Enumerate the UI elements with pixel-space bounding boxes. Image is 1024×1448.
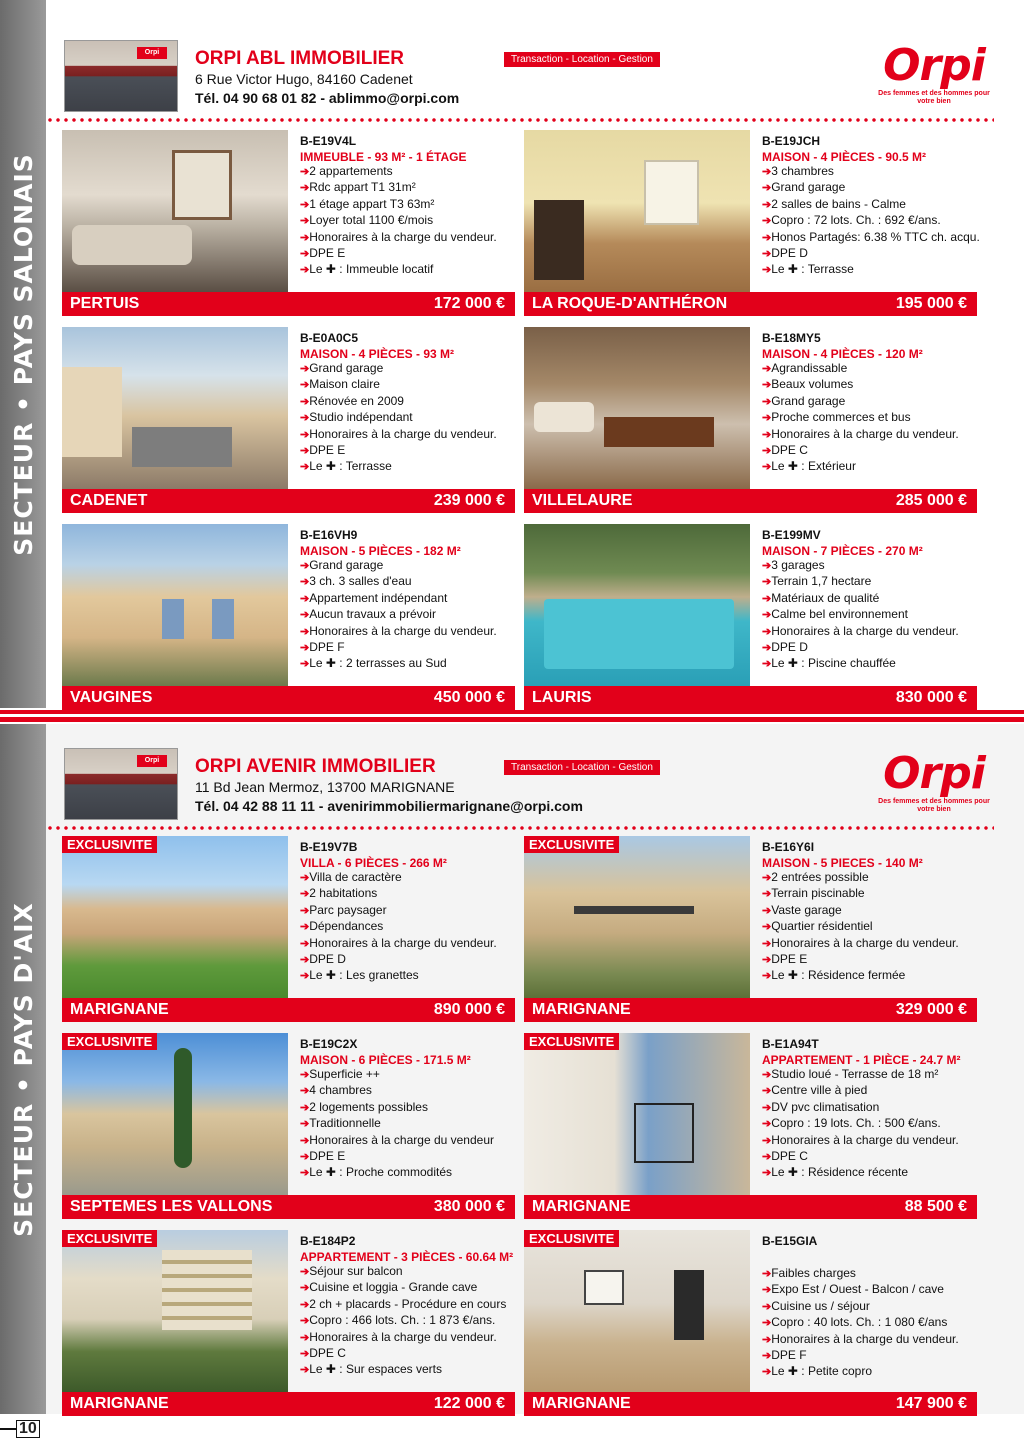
listing-card[interactable] [524, 524, 977, 714]
listing-feature: ➔ Le ✚ : Petite copro [762, 1364, 977, 1380]
listing-ref: B-E15GIA [762, 1234, 818, 1248]
listing-feature: ➔ Terrain 1,7 hectare [762, 574, 977, 590]
listing-feature: ➔ 2 entrées possible [762, 870, 977, 886]
listing-feature: ➔ Copro : 466 lots. Ch. : 1 873 €/ans. [300, 1313, 515, 1329]
listing-details [300, 1234, 515, 1379]
listing-feature: ➔ Honoraires à la charge du vendeur. [300, 936, 515, 952]
listing-card[interactable] [62, 327, 515, 517]
agency-address: 6 Rue Victor Hugo, 84160 Cadenet [195, 71, 413, 87]
listing-feature: ➔ Centre ville à pied [762, 1083, 977, 1099]
listing-type: APPARTEMENT - 3 PIÈCES - 60.64 M² [300, 1250, 514, 1264]
listing-city: PERTUIS [70, 295, 140, 312]
listing-price-bar [524, 998, 977, 1022]
listing-feature: ➔ Quartier résidentiel [762, 919, 977, 935]
listing-feature: ➔ Le ✚ : Immeuble locatif [300, 262, 515, 278]
listing-feature: ➔ Le ✚ : Extérieur [762, 459, 977, 475]
listing-price: 239 000 € [433, 492, 505, 509]
property-photo [62, 1230, 288, 1392]
listing-price-bar [62, 1392, 515, 1416]
exclusive-badge: EXCLUSIVITE [524, 1230, 619, 1247]
listing-card[interactable] [62, 524, 515, 714]
listing-feature: ➔ Le ✚ : Les granettes [300, 968, 515, 984]
page-number [0, 1418, 40, 1440]
agency-name: ORPI AVENIR IMMOBILIER [195, 756, 436, 777]
listing-city: VILLELAURE [532, 492, 633, 509]
listing-feature: ➔ Agrandissable [762, 361, 977, 377]
listing-feature: ➔ Loyer total 1100 €/mois [300, 213, 515, 229]
listing-feature: ➔ 1 étage appart T3 63m² [300, 197, 515, 213]
listing-details [762, 1037, 977, 1182]
agency-contact[interactable]: Tél. 04 90 68 01 82 - ablimmo@orpi.com [195, 90, 460, 106]
property-photo [524, 1033, 750, 1195]
listing-feature: ➔ Honoraires à la charge du vendeur. [300, 230, 515, 246]
listing-ref: B-E16Y6I [762, 840, 815, 854]
agency-name: ORPI ABL IMMOBILIER [195, 48, 404, 69]
services-badge: Transaction - Location - Gestion [504, 52, 660, 67]
listing-feature: ➔ 4 chambres [300, 1083, 515, 1099]
listing-feature: ➔ 2 ch + placards - Procédure en cours [300, 1297, 515, 1313]
listing-feature: ➔ DPE F [300, 640, 515, 656]
listing-feature: ➔ Honoraires à la charge du vendeur. [762, 936, 977, 952]
storefront-sign: Orpi [137, 47, 167, 59]
listing-price: 147 900 € [895, 1395, 967, 1412]
listing-type [762, 1250, 977, 1266]
listing-feature: ➔ Honos Partagés: 6.38 % TTC ch. acqu. [762, 230, 977, 246]
listing-price: 380 000 € [433, 1198, 505, 1215]
listing-feature: ➔ Le ✚ : Piscine chauffée [762, 656, 977, 672]
listing-feature: ➔ 3 garages [762, 558, 977, 574]
listing-type: APPARTEMENT - 1 PIÈCE - 24.7 M² [762, 1053, 961, 1067]
listing-feature: ➔ Grand garage [762, 394, 977, 410]
listing-feature: ➔ DPE F [762, 1348, 977, 1364]
listing-price-bar [62, 1195, 515, 1219]
listing-price-bar [62, 686, 515, 710]
listing-price: 890 000 € [433, 1001, 505, 1018]
listing-feature: ➔ Copro : 19 lots. Ch. : 500 €/ans. [762, 1116, 977, 1132]
listing-feature: ➔ Villa de caractère [300, 870, 515, 886]
listing-details [762, 528, 977, 673]
listing-feature: ➔ 2 habitations [300, 886, 515, 902]
listing-type: VILLA - 6 PIÈCES - 266 M² [300, 856, 447, 870]
orpi-logo [874, 42, 994, 106]
listing-card[interactable] [524, 130, 980, 320]
listing-feature: ➔ Le ✚ : Terrasse [762, 262, 977, 278]
listing-feature: ➔ Séjour sur balcon [300, 1264, 515, 1280]
listing-city: MARIGNANE [532, 1001, 631, 1018]
listing-price-bar [62, 998, 515, 1022]
exclusive-badge: EXCLUSIVITE [62, 836, 157, 853]
listing-city: SEPTEMES LES VALLONS [70, 1198, 273, 1215]
listing-feature: ➔ Le ✚ : Résidence fermée [762, 968, 977, 984]
listing-feature: ➔ Vaste garage [762, 903, 977, 919]
listing-price: 329 000 € [895, 1001, 967, 1018]
property-photo [524, 1230, 750, 1392]
listing-feature: ➔ DV pvc climatisation [762, 1100, 977, 1116]
listing-details [300, 840, 515, 985]
listing-details [762, 331, 977, 476]
listing-price: 285 000 € [895, 492, 967, 509]
listing-price: 830 000 € [895, 689, 967, 706]
listing-price-bar [524, 1195, 977, 1219]
listing-price-bar [62, 292, 515, 316]
side-label-salonais: SECTEUR • PAYS SALONAIS [8, 152, 38, 556]
listing-feature: ➔ Parc paysager [300, 903, 515, 919]
property-photo [62, 327, 288, 489]
listing-feature: ➔ DPE E [300, 1149, 515, 1165]
listing-ref: B-E184P2 [300, 1234, 356, 1248]
listing-feature: ➔ Honoraires à la charge du vendeur. [762, 427, 977, 443]
listing-card[interactable] [524, 836, 977, 1026]
exclusive-badge: EXCLUSIVITE [524, 836, 619, 853]
listing-ref: B-E0A0C5 [300, 331, 359, 345]
listing-city: CADENET [70, 492, 148, 509]
property-photo [62, 130, 288, 292]
agency-section-avenir [46, 724, 1024, 1414]
listing-feature: ➔ Rdc appart T1 31m² [300, 180, 515, 196]
dotted-separator [46, 118, 994, 122]
listing-ref: B-E16VH9 [300, 528, 358, 542]
listing-feature: ➔ Cuisine et loggia - Grande cave [300, 1280, 515, 1296]
listing-city: LAURIS [532, 689, 592, 706]
exclusive-badge: EXCLUSIVITE [62, 1033, 157, 1050]
listing-price-bar [524, 292, 977, 316]
listing-feature: ➔ Honoraires à la charge du vendeur. [762, 624, 977, 640]
property-photo [62, 524, 288, 686]
listing-feature: ➔ Calme bel environnement [762, 607, 977, 623]
listing-feature: ➔ DPE C [300, 1346, 515, 1362]
listing-feature: ➔ Grand garage [300, 361, 515, 377]
listing-type: MAISON - 7 PIÈCES - 270 M² [762, 544, 923, 558]
listing-type: MAISON - 4 PIÈCES - 120 M² [762, 347, 923, 361]
listing-feature: ➔ Cuisine us / séjour [762, 1299, 977, 1315]
listing-feature: ➔ Proche commerces et bus [762, 410, 977, 426]
listing-feature: ➔ Honoraires à la charge du vendeur. [762, 1332, 977, 1348]
listing-card[interactable] [524, 1230, 977, 1420]
listing-price-bar [62, 489, 515, 513]
listing-feature: ➔ DPE D [300, 952, 515, 968]
logo-word: Orpi [883, 748, 985, 799]
exclusive-badge: EXCLUSIVITE [524, 1033, 619, 1050]
side-label-aix: SECTEUR • PAYS D'AIX [8, 901, 38, 1237]
listing-feature: ➔ 3 ch. 3 salles d'eau [300, 574, 515, 590]
page-number-label: 10 [16, 1420, 40, 1438]
listing-feature: ➔ DPE D [762, 640, 977, 656]
listing-feature: ➔ Faibles charges [762, 1266, 977, 1282]
listing-price-bar [524, 489, 977, 513]
exclusive-badge: EXCLUSIVITE [62, 1230, 157, 1247]
logo-word: Orpi [883, 40, 985, 91]
agency-section-abl [46, 0, 1024, 708]
listing-card[interactable] [524, 1033, 977, 1223]
listing-feature: ➔ 2 salles de bains - Calme [762, 197, 977, 213]
listing-city: MARIGNANE [532, 1395, 631, 1412]
listing-price: 195 000 € [895, 295, 967, 312]
property-photo [524, 130, 750, 292]
listing-card[interactable] [62, 130, 515, 320]
listing-feature: ➔ DPE C [762, 443, 977, 459]
listing-feature: ➔ Honoraires à la charge du vendeur. [762, 1133, 977, 1149]
listing-feature: ➔ 3 chambres [762, 164, 977, 180]
listing-city: VAUGINES [70, 689, 153, 706]
listing-feature: ➔ Grand garage [762, 180, 977, 196]
property-photo [62, 1033, 288, 1195]
listing-ref: B-E1A94T [762, 1037, 819, 1051]
listing-feature: ➔ Le ✚ : Résidence récente [762, 1165, 977, 1181]
listing-city: MARIGNANE [70, 1001, 169, 1018]
listing-feature: ➔ Le ✚ : Sur espaces verts [300, 1362, 515, 1378]
listing-type: IMMEUBLE - 93 M² - 1 ÉTAGE [300, 150, 467, 164]
listing-feature: ➔ Traditionnelle [300, 1116, 515, 1132]
listing-feature: ➔ Beaux volumes [762, 377, 977, 393]
listing-feature: ➔ Superficie ++ [300, 1067, 515, 1083]
property-photo [524, 836, 750, 998]
listing-ref: B-E19V4L [300, 134, 357, 148]
agency-storefront-photo [64, 748, 178, 820]
listing-details [762, 1234, 977, 1381]
agency-contact[interactable]: Tél. 04 42 88 11 11 - avenirimmobiliermarignane@orpi.com [195, 798, 583, 814]
listing-details [300, 1037, 515, 1182]
listing-feature: ➔ Honoraires à la charge du vendeur. [300, 427, 515, 443]
services-badge: Transaction - Location - Gestion [504, 760, 660, 775]
listing-city: LA ROQUE-D'ANTHÉRON [532, 295, 728, 312]
listing-details [762, 134, 980, 279]
listing-price-bar [524, 686, 977, 710]
listing-type: MAISON - 4 PIÈCES - 93 M² [300, 347, 455, 361]
dotted-separator [46, 826, 994, 830]
listing-feature: ➔ Dépendances [300, 919, 515, 935]
listing-details [300, 134, 515, 279]
property-photo [524, 327, 750, 489]
listing-feature: ➔ Terrain piscinable [762, 886, 977, 902]
listing-city: MARIGNANE [70, 1395, 169, 1412]
listing-city: MARIGNANE [532, 1198, 631, 1215]
listing-details [762, 840, 977, 985]
listing-feature: ➔ Honoraires à la charge du vendeur [300, 1133, 515, 1149]
listing-price-bar [524, 1392, 977, 1416]
listing-feature: ➔ Grand garage [300, 558, 515, 574]
listing-card[interactable] [62, 1033, 515, 1223]
listing-feature: ➔ Rénovée en 2009 [300, 394, 515, 410]
listing-price: 88 500 € [904, 1198, 967, 1215]
listing-feature: ➔ Maison claire [300, 377, 515, 393]
listing-feature: ➔ Le ✚ : Proche commodités [300, 1165, 515, 1181]
listing-feature: ➔ DPE D [762, 246, 977, 262]
listing-price: 172 000 € [433, 295, 505, 312]
storefront-sign: Orpi [137, 755, 167, 767]
listing-ref: B-E19C2X [300, 1037, 358, 1051]
listing-feature: ➔ Le ✚ : Terrasse [300, 459, 515, 475]
listing-details [300, 528, 515, 673]
listing-feature: ➔ Aucun travaux a prévoir [300, 607, 515, 623]
listing-feature: ➔ Studio loué - Terrasse de 18 m² [762, 1067, 977, 1083]
listing-price: 450 000 € [433, 689, 505, 706]
listing-feature: ➔ Matériaux de qualité [762, 591, 977, 607]
listing-feature: ➔ Studio indépendant [300, 410, 515, 426]
listing-type: MAISON - 5 PIECES - 140 M² [762, 856, 923, 870]
listing-feature: ➔ DPE E [300, 443, 515, 459]
listing-ref: B-E19V7B [300, 840, 358, 854]
listing-feature: ➔ 2 logements possibles [300, 1100, 515, 1116]
listing-type: MAISON - 5 PIÈCES - 182 M² [300, 544, 461, 558]
listing-feature: ➔ Honoraires à la charge du vendeur. [300, 1330, 515, 1346]
listing-ref: B-E19JCH [762, 134, 821, 148]
listing-feature: ➔ Copro : 72 lots. Ch. : 692 €/ans. [762, 213, 977, 229]
listing-feature: ➔ DPE C [762, 1149, 977, 1165]
orpi-logo [874, 750, 994, 814]
listing-feature: ➔ DPE E [762, 952, 977, 968]
agency-storefront-photo [64, 40, 178, 112]
listing-feature: ➔ Copro : 40 lots. Ch. : 1 080 €/ans [762, 1315, 977, 1331]
property-photo [524, 524, 750, 686]
listing-feature: ➔ 2 appartements [300, 164, 515, 180]
listing-feature: ➔ Honoraires à la charge du vendeur. [300, 624, 515, 640]
listing-ref: B-E199MV [762, 528, 821, 542]
listing-card[interactable] [524, 327, 977, 517]
logo-tagline: Des femmes et des hommes pour votre bien [878, 90, 990, 105]
listing-type: MAISON - 4 PIÈCES - 90.5 M² [762, 150, 927, 164]
logo-tagline: Des femmes et des hommes pour votre bien [878, 798, 990, 813]
listing-feature: ➔ Expo Est / Ouest - Balcon / cave [762, 1282, 977, 1298]
property-photo [62, 836, 288, 998]
listing-type: MAISON - 6 PIÈCES - 171.5 M² [300, 1053, 471, 1067]
agency-address: 11 Bd Jean Mermoz, 13700 MARIGNANE [195, 779, 455, 795]
listing-card[interactable] [62, 1230, 515, 1420]
listing-feature: ➔ Appartement indépendant [300, 591, 515, 607]
listing-ref: B-E18MY5 [762, 331, 821, 345]
listing-details [300, 331, 515, 476]
listing-card[interactable] [62, 836, 515, 1026]
listing-price: 122 000 € [433, 1395, 505, 1412]
listing-feature: ➔ DPE E [300, 246, 515, 262]
listing-feature: ➔ Le ✚ : 2 terrasses au Sud [300, 656, 515, 672]
